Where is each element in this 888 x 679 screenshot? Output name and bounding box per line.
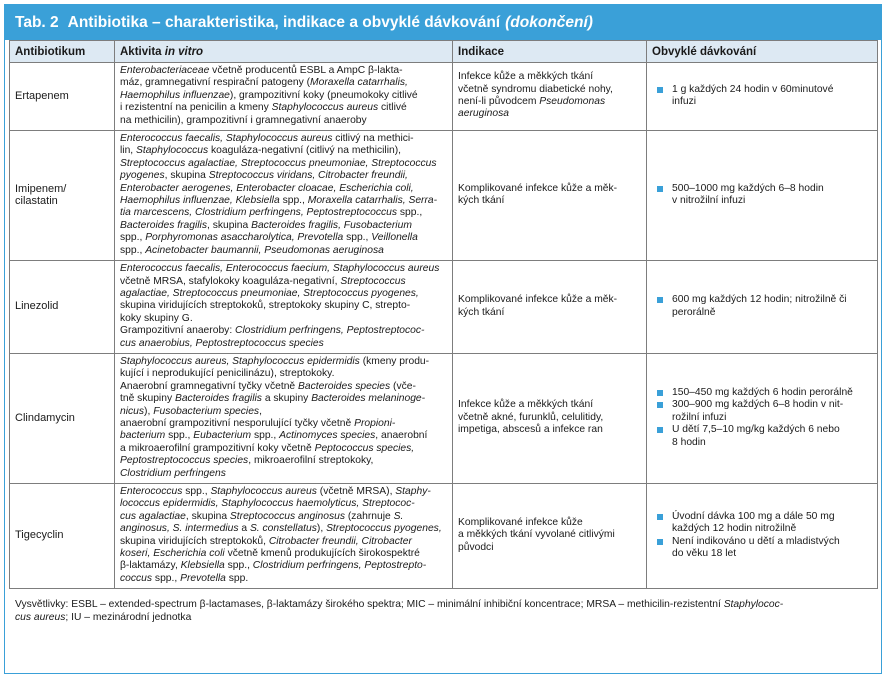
dosage-text [672,294,847,319]
text-line [120,263,447,275]
italic-text: Staphylococcus aureus [210,486,317,497]
text-segment: koky skupiny G. [120,312,193,324]
text-segment: Anaerobní gramnegativní tyčky včetně [120,380,299,392]
text-line [120,90,447,102]
text-line: perorálně [672,306,716,318]
table-title-text: Antibiotika – charakteristika, indikace a obvyklé dávkování [67,13,501,31]
italic-text: Clostridium perfringens, Peptostrepto- [252,560,427,572]
text-segment: původci [458,541,494,553]
text-line [120,498,447,510]
italic-text: Prevotella [180,572,226,584]
text-segment: a mikroaerofilní grampozitivní koky včetně [120,442,315,454]
antibiotics-table [9,40,878,589]
text-segment: spp., [397,207,423,219]
text-line [458,195,641,207]
italic-text: Porphyromonas asaccharolytica, Prevotella [145,232,344,244]
text-line [120,158,447,170]
italic-text: lococcus epidermidis, Staphylococcus haemolyticus, Streptococ- [120,498,415,510]
italic-text: S. constellatus [249,523,317,535]
bullet-square-icon [657,514,663,520]
italic-text: Propioni- [354,417,396,429]
table-title-suffix: (dokončení) [505,13,593,31]
text-segment: ), [144,405,154,417]
text-line: U dětí 7,5–10 mg/kg každých 6 nebo [672,424,840,436]
text-line [120,486,447,498]
text-line [120,313,447,325]
italic-text: Fusobacterium species [153,405,260,417]
text-segment: tně skupiny [120,393,175,405]
text-line [15,598,871,611]
text-line [120,170,447,182]
text-line [120,381,447,393]
text-line [458,307,641,319]
text-segment: (kmeny produ- [359,355,430,367]
text-segment: skupina viridujících streptokoků, [120,535,269,547]
bullet-square-icon [657,87,663,93]
italic-text: Pseudomonas [539,96,606,108]
italic-text: Moraxella catarrhalis, [310,77,408,89]
text-segment: , mikroaerofilní streptokoky, [248,455,374,467]
italic-text: Clostridium perfringens, Peptostreptococ- [235,325,425,337]
dosage-cell [647,63,878,131]
table-title [5,5,881,40]
italic-text: Enterococcus faecalis, Staphylococcus aureus [120,133,333,145]
text-segment: včetně MRSA, stafylokoky koaguláza-negativní, [120,275,341,287]
dosage-item [657,536,872,561]
text-line [120,338,447,350]
text-segment: (vče- [390,380,416,392]
text-line [120,207,447,219]
italic-text: Bacteroides fragilis [120,219,207,231]
text-line [120,276,447,288]
text-segment: Infekce kůže a měkkých tkání [458,71,594,83]
text-segment: citlivé [378,102,407,114]
text-line: každých 12 hodin nitrožilně [672,523,797,535]
text-line [120,573,447,585]
italic-text: Actinomyces species [279,430,376,442]
table-row [10,353,878,483]
italic-text: Haemophilus influenzae [120,89,230,101]
text-segment: Grampozitivní anaeroby: [120,325,236,337]
text-line [120,430,447,442]
italic-text: Bacteroides melaninoge- [311,393,426,405]
italic-text: Staphylococcus aureus [271,102,379,114]
dosage-text [672,84,833,109]
italic-text: S. [393,510,404,522]
text-segment: Komplikované infekce kůže a měk- [458,294,618,306]
text-line [120,455,447,467]
text-segment: kých tkání [458,195,505,207]
dosage-item [657,399,872,424]
text-line [120,406,447,418]
text-segment: spp., [165,430,194,442]
italic-text: cus agalactiae [120,510,186,522]
text-line [458,108,641,120]
text-line [120,511,447,523]
text-line [15,611,871,624]
text-segment: (včetně MRSA), [316,486,396,497]
table-frame [4,4,882,674]
italic-text: Enterobacter aerogenes, Enterobacter cloacae, Escherichia coli, [120,182,414,194]
text-line [120,145,447,157]
italic-text: koseri, Escherichia coli [120,548,225,560]
header-antibiotic: Antibiotikum [10,41,115,63]
text-line [458,412,641,424]
italic-text: Peptostreptococcus species [120,455,249,467]
header-dosage: Obvyklé dávkování [647,41,878,63]
text-line: 8 hodin [672,436,706,448]
italic-text: Acinetobacter baumannii, Pseudomonas aeruginosa [145,244,384,256]
activity-cell [115,484,453,589]
text-segment: , skupina [207,219,252,231]
text-line: infuzi [672,96,697,108]
text-line [458,424,641,436]
text-line [120,468,447,480]
italic-text: aeruginosa [458,108,509,120]
dosage-text [672,387,853,399]
text-line [120,560,447,572]
text-segment: (zahrnuje [344,510,394,522]
dosage-text [672,511,835,536]
text-segment: spp. [225,572,249,584]
text-segment: spp., [152,572,181,584]
bullet-square-icon [657,539,663,545]
header-indication: Indikace [453,41,647,63]
dosage-item [657,424,872,449]
text-line [458,517,641,529]
text-segment: na methicilin), grampozitivní i gramnegativní anaeroby [120,114,367,126]
text-line [458,96,641,108]
text-segment: , anaerobní [375,430,428,442]
text-line: v nitrožilní infuzi [672,195,746,207]
text-line [120,536,447,548]
header-activity-italic: in vitro [164,45,204,58]
text-segment: ; IU – mezinárodní jednotka [65,612,192,624]
italic-text: Streptococcus viridans, Citrobacter freundii, [208,170,408,182]
table-row [10,131,878,261]
text-line [120,548,447,560]
text-segment: spp., [120,232,146,244]
text-segment: a skupiny [261,393,312,405]
italic-text: Bacteroides fragilis, Fusobacterium [251,219,412,231]
text-line: Není indikováno u dětí a mladistvých [672,535,840,547]
italic-text: Bacteroides fragilis [174,393,262,405]
italic-text: Moraxella catarrhalis, Serra- [307,195,438,207]
italic-text: Staphy- [395,486,431,497]
italic-text: Streptococcus pyogenes, [326,523,442,535]
header-activity [115,41,453,63]
dosage-text [672,183,824,208]
text-line [120,65,447,77]
text-segment: i rezistentní na penicilin a kmeny [120,102,272,114]
text-segment: není-li původcem [458,96,540,108]
dosage-text [672,399,843,424]
text-line: Úvodní dávka 100 mg a dále 50 mg [672,510,835,522]
italic-text: Staphylococ- [723,599,784,611]
text-segment: , skupina [164,170,209,182]
header-activity-text: Aktivita [120,45,162,58]
text-segment: včetně producentů ESBL a AmpC β-lakta- [209,65,403,76]
text-line: rožilní infuzi [672,411,727,423]
dosage-text [672,424,840,449]
antibiotic-name: Ertapenem [10,63,115,131]
bullet-square-icon [657,427,663,433]
italic-text: Bacteroides species [298,380,391,392]
italic-text: pyogenes [120,170,165,182]
indication-cell [453,63,647,131]
text-segment: a měkkých tkání vyvolané citlivými [458,529,615,541]
text-line [120,133,447,145]
text-line [120,183,447,195]
italic-text: Enterobacteriaceae [120,65,210,76]
dosage-cell [647,353,878,483]
text-segment: β-laktamázy, [120,560,181,572]
activity-cell [115,261,453,354]
text-segment: Vysvětlivky: ESBL – extended-spectrum β-lactamases, β-laktamázy širokého spektra; MIC – minimální inhibiční koncentrace; MRSA – methicilin-rezistentní [15,599,724,611]
indication-cell [453,261,647,354]
text-line [120,220,447,232]
activity-cell [115,353,453,483]
text-segment: lin, [120,145,137,157]
text-line [458,542,641,554]
dosage-item [657,84,872,109]
bullet-square-icon [657,390,663,396]
italic-text: Enterococcus [120,486,183,497]
text-segment: máz, gramnegativní respirační patogeny ( [120,77,311,89]
italic-text: cus anaerobius, Peptostreptococcus species [120,337,324,349]
indication-cell [453,353,647,483]
text-segment: spp., [343,232,372,244]
text-line [120,325,447,337]
italic-text: Clostridium perfringens [120,467,226,479]
text-segment: a [238,523,250,535]
text-line [120,368,447,380]
text-segment: včetně syndromu diabetické nohy, [458,83,613,95]
text-segment: , [259,405,262,417]
italic-text: Klebsiella [180,560,225,572]
italic-text: coccus [120,572,153,584]
italic-text: Streptococcus [340,275,406,287]
italic-text: nicus [120,405,145,417]
text-segment: spp., [224,560,253,572]
text-line [458,294,641,306]
text-line [458,84,641,96]
text-line [120,115,447,127]
italic-text: cus aureus [15,612,66,624]
text-segment: spp., [251,430,280,442]
italic-text: Eubacterium [193,430,252,442]
text-segment: skupina viridujících streptokoků, streptokoky skupiny C, strepto- [120,300,411,312]
dosage-item [657,387,872,399]
activity-cell [115,131,453,261]
dosage-cell [647,484,878,589]
italic-text: Veillonella [371,232,418,244]
dosage-item [657,511,872,536]
text-segment: , skupina [185,510,230,522]
text-line: 1 g každých 24 hodin v 60minutové [672,83,834,95]
dosage-cell [647,261,878,354]
text-segment: ), grampozitivní koky (pneumokoky citlivé [229,89,418,101]
text-segment: včetně kmenů produkujících širokospektré [224,548,420,560]
italic-text: Peptococcus species, [314,442,415,454]
text-line [120,443,447,455]
activity-cell [115,63,453,131]
text-line [458,399,641,411]
text-line [120,288,447,300]
italic-text: Haemophilus influenzae, Klebsiella [120,195,280,207]
text-segment: Komplikované infekce kůže [458,517,583,529]
text-segment: kých tkání [458,306,505,318]
text-line [120,523,447,535]
text-line [120,232,447,244]
table-row [10,63,878,131]
footnote [15,598,871,624]
indication-cell [453,484,647,589]
text-line: 300–900 mg každých 6–8 hodin v nit- [672,399,844,411]
text-line [458,71,641,83]
text-segment: spp., [182,486,211,497]
text-segment: kující i neprodukující penicilinázu), streptokoky. [120,368,335,380]
antibiotic-name: Tigecyclin [10,484,115,589]
text-line [120,300,447,312]
italic-text: Staphylococcus aureus, Staphylococcus epidermidis [120,355,360,367]
text-segment: včetně akné, furunklů, celulitidy, [458,411,604,423]
bullet-square-icon [657,186,663,192]
bullet-square-icon [657,402,663,408]
antibiotic-name: Clindamycin [10,353,115,483]
text-line: 600 mg každých 12 hodin; nitrožilně či [672,294,847,306]
text-segment: spp., [279,195,308,207]
text-segment: Infekce kůže a měkkých tkání [458,399,594,411]
text-line [120,77,447,89]
header-row [10,41,878,63]
text-segment: ), [316,523,327,535]
dosage-item [657,183,872,208]
italic-text: Streptococcus agalactiae, Streptococcus pneumoniae, Streptococcus [120,157,437,169]
text-line [458,183,641,195]
antibiotic-name: Linezolid [10,261,115,354]
text-line [120,356,447,368]
text-line [120,393,447,405]
italic-text: Enterococcus faecalis, Enterococcus faecium, Staphylococcus aureus [120,263,440,275]
italic-text: Streptococcus anginosus [229,510,345,522]
italic-text: anginosus, S. intermedius [120,523,239,535]
text-line: 150–450 mg každých 6 hodin perorálně [672,386,853,398]
text-line [120,418,447,430]
text-line: 500–1000 mg každých 6–8 hodin [672,182,824,194]
italic-text: agalactiae, Streptococcus pneumoniae, Streptococcus pyogenes, [120,287,419,299]
table-row [10,484,878,589]
text-segment: koaguláza-negativní (citlivý na methicilin), [208,145,402,157]
bullet-square-icon [657,297,663,303]
text-segment: citlivý na methici- [332,133,414,145]
antibiotic-name: Imipenem/ cilastatin [10,131,115,261]
italic-text: Staphylococcus [136,145,209,157]
dosage-text [672,536,840,561]
indication-cell [453,131,647,261]
italic-text: Citrobacter freundii, Citrobacter [268,535,412,547]
text-line [120,102,447,114]
table-number: Tab. 2 [15,13,59,31]
text-line [120,195,447,207]
dosage-item [657,294,872,319]
text-segment: anaerobní grampozitivní nesporulující tyčky včetně [120,417,355,429]
text-line [120,245,447,257]
text-line: do věku 18 let [672,548,737,560]
table-row [10,261,878,354]
text-segment: Komplikované infekce kůže a měk- [458,182,618,194]
italic-text: bacterium [120,430,166,442]
text-segment: impetiga, abscesů a infekce ran [458,424,603,436]
dosage-cell [647,131,878,261]
text-segment: spp., [120,244,146,256]
italic-text: tia marcescens, Clostridium perfringens, Peptostreptococcus [120,207,397,219]
text-line [458,529,641,541]
